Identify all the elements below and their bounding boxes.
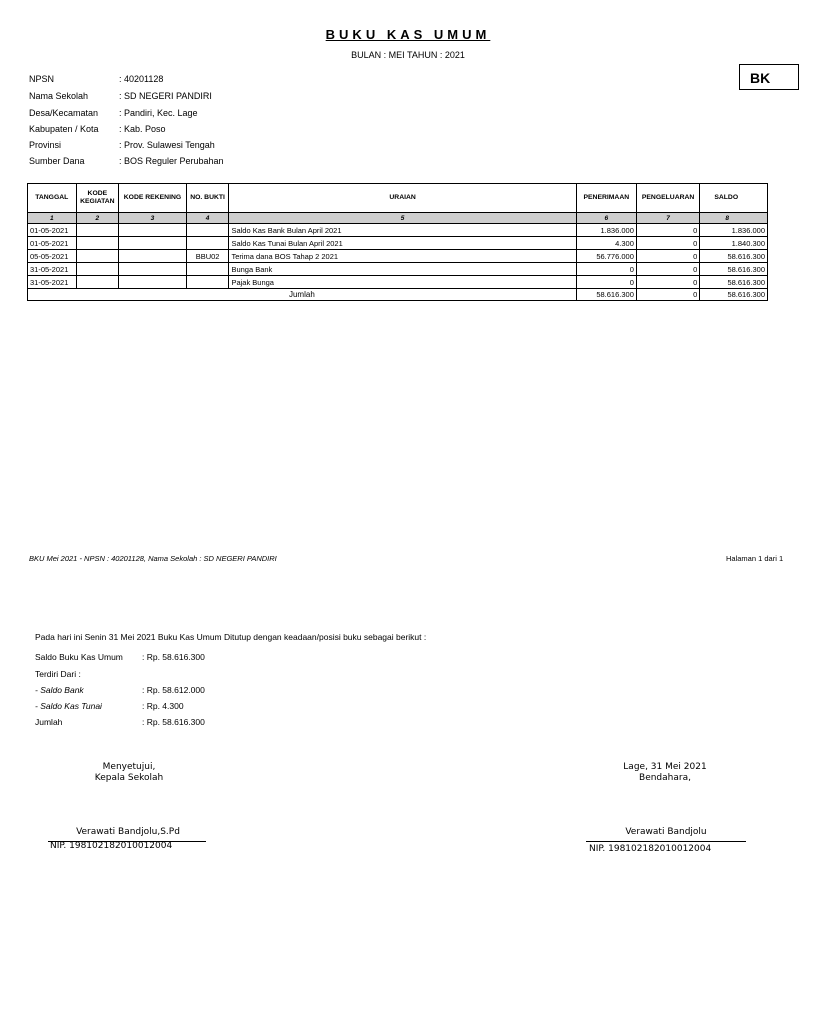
cell-receipt-no <box>186 224 229 237</box>
cell-description: Saldo Kas Tunai Bulan April 2021 <box>229 237 576 250</box>
info-label: NPSN <box>29 74 55 84</box>
table-row <box>28 263 768 276</box>
cell-account-code <box>119 224 187 237</box>
col-number: 7 <box>636 213 699 224</box>
sig-right-line2: Bendahara, <box>639 773 691 783</box>
cell-date: 05-05-2021 <box>28 250 77 263</box>
total-expense: 0 <box>636 289 699 301</box>
cell-receipt-no <box>186 237 229 250</box>
closing-tunai-value: : Rp. 4.300 <box>142 701 184 711</box>
cell-balance: 58.616.300 <box>700 250 768 263</box>
cell-date: 31-05-2021 <box>28 276 77 289</box>
sig-left-line2: Kepala Sekolah <box>94 773 164 783</box>
table-header-row <box>28 184 768 213</box>
total-balance: 58.616.300 <box>700 289 768 301</box>
col-header-date: TANGGAL <box>28 184 77 213</box>
col-header-receipt-no: NO. BUKTI <box>186 184 229 213</box>
cell-receipt-no <box>186 276 229 289</box>
cell-expense: 0 <box>636 250 699 263</box>
cell-balance: 58.616.300 <box>700 276 768 289</box>
document-subtitle: BULAN : MEI TAHUN : 2021 <box>351 50 465 60</box>
closing-bank <box>35 685 205 695</box>
closing-tunai <box>35 701 184 711</box>
cell-date: 01-05-2021 <box>28 224 77 237</box>
info-label: Nama Sekolah <box>29 91 89 101</box>
total-income: 58.616.300 <box>576 289 636 301</box>
closing-bank-label: - Saldo Bank <box>35 685 84 695</box>
info-value: : Prov. Sulawesi Tengah <box>119 140 215 150</box>
cell-activity-code <box>76 237 119 250</box>
column-number-row <box>28 213 768 224</box>
cell-balance: 58.616.300 <box>700 263 768 276</box>
table-row <box>28 276 768 289</box>
closing-saldo <box>35 652 205 662</box>
col-header-account-code: KODE REKENING <box>119 184 187 213</box>
sig-right-line1: Lage, 31 Mei 2021 <box>623 762 707 772</box>
cell-receipt-no <box>186 263 229 276</box>
cell-activity-code <box>76 250 119 263</box>
cell-activity-code <box>76 276 119 289</box>
sig-right-line <box>586 841 746 842</box>
cell-account-code <box>119 263 187 276</box>
cell-expense: 0 <box>636 276 699 289</box>
col-number: 1 <box>28 213 77 224</box>
page-number: Halaman 1 dari 1 <box>726 554 784 563</box>
cell-activity-code <box>76 224 119 237</box>
cell-income: 0 <box>576 263 636 276</box>
cash-ledger-table <box>27 183 768 301</box>
col-header-expense: PENGELUARAN <box>636 184 699 213</box>
info-label: Sumber Dana <box>29 156 85 166</box>
page-footer-text: BKU Mei 2021 - NPSN : 40201128, Nama Sekolah : SD NEGERI PANDIRI <box>29 554 277 563</box>
cell-account-code <box>119 250 187 263</box>
closing-jumlah <box>35 717 205 727</box>
info-label: Provinsi <box>29 140 62 150</box>
sig-left-nip: NIP. 198102182010012004 <box>50 841 173 851</box>
sig-right-nip: NIP. 198102182010012004 <box>589 844 712 854</box>
closing-bank-value: : Rp. 58.612.000 <box>142 685 205 695</box>
col-header-activity-code: KODE KEGIATAN <box>76 184 119 213</box>
info-value: : Pandiri, Kec. Lage <box>119 108 198 118</box>
cell-activity-code <box>76 263 119 276</box>
closing-statement: Pada hari ini Senin 31 Mei 2021 Buku Kas Umum Ditutup dengan keadaan/posisi buku sebagai berikut : <box>35 632 427 642</box>
cell-date: 31-05-2021 <box>28 263 77 276</box>
col-number: 3 <box>119 213 187 224</box>
info-value: : Kab. Poso <box>119 124 166 134</box>
form-code-box: BK <box>739 64 799 90</box>
sig-left-name: Verawati Bandjolu,S.Pd <box>76 827 180 837</box>
closing-jumlah-label: Jumlah <box>35 717 63 727</box>
sig-left-line1: Menyetujui, <box>102 762 156 772</box>
cell-expense: 0 <box>636 237 699 250</box>
info-label: Desa/Kecamatan <box>29 108 99 118</box>
cell-receipt-no: BBU02 <box>186 250 229 263</box>
col-number: 6 <box>576 213 636 224</box>
table-row <box>28 237 768 250</box>
info-value: : BOS Reguler Perubahan <box>119 156 224 166</box>
closing-jumlah-value: : Rp. 58.616.300 <box>142 717 205 727</box>
info-value: : SD NEGERI PANDIRI <box>119 91 212 101</box>
info-label: Kabupaten / Kota <box>29 124 99 134</box>
cell-balance: 1.836.000 <box>700 224 768 237</box>
cell-date: 01-05-2021 <box>28 237 77 250</box>
col-number: 5 <box>229 213 576 224</box>
closing-terdiri: Terdiri Dari : <box>35 669 81 679</box>
closing-saldo-value: : Rp. 58.616.300 <box>142 652 205 662</box>
col-header-income: PENERIMAAN <box>576 184 636 213</box>
cell-expense: 0 <box>636 224 699 237</box>
cell-expense: 0 <box>636 263 699 276</box>
cell-description: Pajak Bunga <box>229 276 576 289</box>
sig-right-name: Verawati Bandjolu <box>625 827 707 837</box>
cell-description: Bunga Bank <box>229 263 576 276</box>
col-number: 4 <box>186 213 229 224</box>
cell-balance: 1.840.300 <box>700 237 768 250</box>
cell-description: Terima dana BOS Tahap 2 2021 <box>229 250 576 263</box>
cell-account-code <box>119 237 187 250</box>
col-header-balance: SALDO <box>700 184 768 213</box>
cell-income: 0 <box>576 276 636 289</box>
cell-account-code <box>119 276 187 289</box>
cell-description: Saldo Kas Bank Bulan April 2021 <box>229 224 576 237</box>
cell-income: 1.836.000 <box>576 224 636 237</box>
table-row <box>28 250 768 263</box>
cell-income: 4.300 <box>576 237 636 250</box>
cell-income: 56.776.000 <box>576 250 636 263</box>
table-row <box>28 224 768 237</box>
col-number: 2 <box>76 213 119 224</box>
info-value: : 40201128 <box>119 74 164 84</box>
total-label: Jumlah <box>28 289 577 301</box>
closing-saldo-label: Saldo Buku Kas Umum <box>35 652 123 662</box>
closing-tunai-label: - Saldo Kas Tunai <box>35 701 102 711</box>
col-header-description: URAIAN <box>229 184 576 213</box>
col-number: 8 <box>700 213 768 224</box>
document-title: BUKU KAS UMUM <box>325 27 491 42</box>
table-total-row <box>28 289 768 301</box>
